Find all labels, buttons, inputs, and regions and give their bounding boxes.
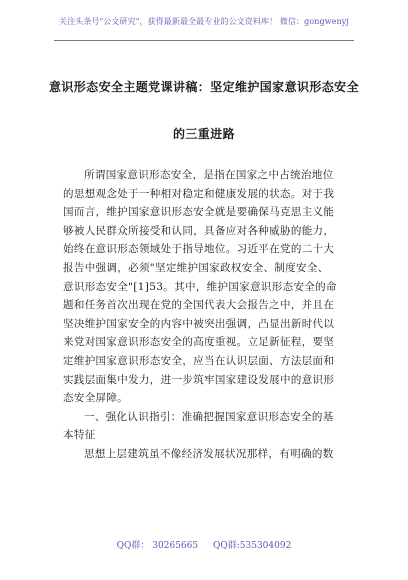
paragraph-line: 题和任务首次出现在党的全国代表大会报告之中，并且在 xyxy=(63,299,335,312)
footer-qq-group-2: QQ群:535304092 xyxy=(212,541,292,551)
paragraph-line: 始终在意识形态领域处于指导地位。习近平在党的二十大 xyxy=(63,243,335,256)
document-body xyxy=(63,166,345,464)
paragraph-line: 定维护国家意识形态安全，应当在认识层面、方法层面和 xyxy=(63,354,335,367)
paragraph-line: 来党对国家意识形态安全的高度重视。立足新征程，要坚 xyxy=(63,336,335,349)
section-heading-line: 本特征 xyxy=(63,429,96,442)
paragraph-line: 实践层面集中发力，进一步筑牢国家建设发展中的意识形 xyxy=(63,373,335,386)
header-divider xyxy=(54,40,354,41)
paragraph-line: 坚决维护国家安全的内容中被突出强调，凸显出新时代以 xyxy=(63,317,335,330)
document-title-line-2: 的三重进路 xyxy=(172,127,235,141)
paragraph-line: 的思想观念处于一种相对稳定和健康发展的状态。对于我 xyxy=(63,187,335,200)
paragraph-line: 报告中强调，必须"坚定维护国家政权安全、制度安全、 xyxy=(63,261,329,274)
document-title-line-1: 意识形态安全主题党课讲稿：坚定维护国家意识形态安全 xyxy=(48,80,359,94)
section-heading-line: 一、强化认识指引：准确把握国家意识形态安全的基 xyxy=(84,410,334,423)
paragraph-line: 国而言，维护国家意识形态安全就是要确保马克思主义能 xyxy=(63,206,335,219)
paragraph-line: 思想上层建筑虽不像经济发展状况那样，有明确的数 xyxy=(84,447,334,460)
footer xyxy=(0,538,408,551)
footer-qq-group-1: QQ群： 30265665 xyxy=(116,541,199,551)
header-banner: 关注头条号"公文研究"，获得最新最全最专业的公文资料库！ 微信：gongwenyj xyxy=(59,17,349,26)
paragraph-line: 意识形态安全"[1]53。其中，维护国家意识形态安全的命 xyxy=(63,280,337,293)
paragraph-line: 所谓国家意识形态安全，是指在国家之中占统治地位 xyxy=(84,169,334,181)
paragraph-line: 够被人民群众所接受和认同，具备应对各种威胁的能力， xyxy=(63,224,335,237)
paragraph-line: 态安全屏障。 xyxy=(63,392,129,405)
